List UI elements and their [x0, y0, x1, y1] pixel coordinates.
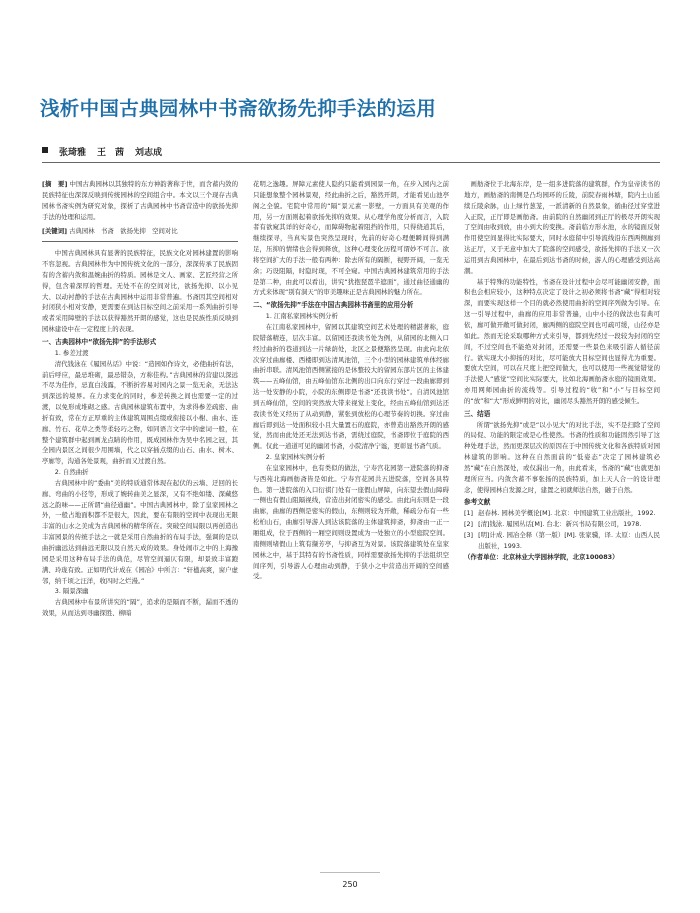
text-column-2: [253, 179, 449, 869]
section-heading: 二、“欲扬先抑”手法在中国古典园林书斋里的应用分析: [253, 301, 414, 310]
body-paragraph: 古典园林中布景所讲究的“隔”，追求的是隔而不断，漏而不透的效果，从而达到寻幽探胜、柳暗: [42, 598, 238, 618]
keywords: [42, 226, 238, 237]
subsection-heading: 3. 隔景深幽: [54, 587, 89, 596]
abstract-rule: [42, 241, 238, 242]
subsection-heading: 2. 皇家园林实例分析: [265, 453, 326, 462]
abstract-text: 中国古典园林以其独特的东方神韵著称于世，而含蓄内敛的民族特征也深深反映到传统园林的空间组合中。本文以三个现存古典园林书斋实例为研究对象，探析了古典园林中书斋营造中的欲扬先抑手法的处理和运用。: [42, 180, 238, 221]
subsection-heading: 1. 参差过渡: [54, 348, 89, 357]
page-number: 250: [342, 880, 358, 889]
body-paragraph: 中国古典园林具有显著的民族特征，民族文化对园林建置的影响不容忽视。古典园林作为中国传统文化的一部分，深深传承了民族固有的含蓄内敛和温婉曲折的特质。园林是文人、画家、艺匠经营之所得，包含着深厚的哲理。无处不在的空间对比，欲扬先抑、以小见大、以动衬静的手法在古典园林中运用非常普遍。书斋因其空间相对封闭狭小相对安静，更需要在到达目标空间之前采用一系列曲折引导或者采用障壁的手法以获得豁然开朗的感觉，这也是民族性质反映到园林建设中在一定程度上的表现。: [42, 249, 238, 334]
body-paragraph: 古典园林中的“委曲”美的特质通常体现在起伏的云墙、迂回的长廊、弯曲的小径等，形成了婉转曲美之显深，又有不绝如缕、深藏悠远之韵味——正所谓“曲径通幽”。中国古典园林中，除了皇家园林之外，一般占地面积都不是很大，因此，要在有限的空间中表现出无限丰富的山水之美成为古典园林的精华所在。突破空间局限以再创造出丰富园景的传统手法之一就是采用自然曲折的布局手法，强调的是以曲折幽远达到曲远无限以及自然天成的效果。身处闹市之中的上海豫园是采用这种布局手法的典范，尽管空间逼仄有限，却景致丰富跑满、玲珑有致。正如明代计成在《园冶》中所言：“轩楹高爽，窗户虚邻，纳千顷之汪洋，收四时之烂漫。”: [42, 478, 238, 585]
abstract-label: [摘 要]: [42, 180, 68, 188]
section-heading: 一、古典园林中“欲扬先抑”的手法形式: [42, 337, 157, 346]
body-paragraph: 在皇家园林中，也有类似的做法，宁寿宫花园第一进院落的抑斋与西苑北海画舫斋皆是如此。宁寿宫花园共五进院落，空间各具特色。第一进院落的入口衍祺门处有一座假山屏障，向东望去假山障碍一侧也有假山阻隔视线，营造出封闭密实的感受。由此向东则是一段曲廊，曲廊的西侧是密实的假山，东侧则较为开敞，稀疏分布有一些松柏山石，曲廊引导游人到达该院落的主体建筑抑斋，抑斋由一正一厢组成，位于西侧的一厢空间则设置成为一处独立的小型庭院空间。南侧则堵假山上筑有撷芳亭，与抑斋互为对景。该院落建筑处在皇家园林之中，基于其特有的书斋性质，同样需要欲扬先抑的手法组织空间序列，引导游人心理由动到静，于狭小之中营造出开阔的空间感受。: [253, 463, 449, 581]
article-title: 浅析中国古典园林中书斋欲扬先抑手法的运用: [40, 97, 437, 120]
author-name: 王 茜: [97, 148, 125, 158]
author-name: 张琦雅: [59, 148, 87, 158]
square-bullet-icon: [42, 147, 48, 153]
author-line: [42, 145, 162, 158]
header-rule: [42, 162, 660, 163]
author-affiliation: （作者单位：北京林业大学园林学院，北京100083）: [464, 552, 619, 561]
reference-number: [1]: [464, 509, 474, 518]
reference-item: [464, 519, 660, 530]
body-paragraph: 画舫斋位于北海东岸，是一组多进院落的建筑群，作为皇帝读书的地方，画舫斋的南侧是凸均园环的丘陵，前院春雨林塘，院内土山延续丘陵余脉，山上绿竹葱茏，一派清新的自然景象，循曲径过穿堂进入正院，正厅即是画舫斋。由前院的自然幽闭到正厅的极尽开朗实现了空间由收到放，由小到大的变换。斋前临方形水池，水的镜面反射作用使空间显得比实际要大，同时水庭留中引导流线沿东西两侧廊到达正厅，又于无意中加大了院落的空间感受，欲扬先抑的手法又一次运用到古典园林中，在最后到达书斋的时候，游人的心理感受到达高潮。: [464, 180, 660, 275]
reference-item: [464, 530, 660, 552]
section-heading: 参考文献: [464, 498, 491, 507]
body-paragraph: 所谓“欲扬先抑”或是“以小见大”的对比手法，实不是扫除了空间的局促、功能的限定或是心性使然。书斋的性质和功能固然引导了这种处理手法，然而更深层次的原因在于中国传统文化和各族特质对园林建筑的影响。这种在自然面前的“低姿态”决定了园林建筑必然“藏”在自然深处，或仅漏出一角，由此看来，书斋的“藏”也就更加理所应当。内敛含蓄不事张扬的民族特质，加上天人合一的设计理念，使得园林自发源之时，建置之初就师法自然，融于自然。: [464, 420, 660, 494]
subsection-heading: 1. 江南私家园林实例分析: [265, 312, 338, 321]
reference-number: [3]: [464, 531, 474, 539]
author-name: 刘志成: [135, 148, 163, 158]
column-1-body: [42, 248, 238, 619]
keywords-text: 古典园林 书斋 欲扬先抑 空间对比: [69, 227, 178, 236]
reference-item: [464, 508, 660, 519]
text-column-1: [42, 179, 238, 869]
reference-text: 赵春林. 园林美学概论[M]. 北京：中国建筑工业出版社，1992.: [478, 509, 656, 518]
body-paragraph: 在江南私家园林中，留园以其建筑空间艺术处理的精湛著称，庭院错落精连，层次丰富。以留园还我读书处为例，从留园的北侧入口经过曲折的巷道到达一片绿荫处，北区之景便豁然呈现。由此向北依次穿过曲廊楼、西楼即到达清风池馆，三个小型的园林建筑单体经廊曲折串联。清风池馆西侧紧接的是休整较大的留园东部片区的主体建筑——五峰仙馆，由五峰仙馆东北侧的出口向东行穿过一段曲廊即到达一处安静的小院，小院的东侧即是书斋“还我读书处”。自清风池馆到五峰仙馆，空间的突然放大带来视觉上变化，经由五峰仙馆到达还我读书处又经历了从动到静，紧张到放松的心理节奏的切换。穿过曲廊后即到达一处面积较小且大量置石的庭院，亦曾造出豁然开朗的感觉，然而由此处还无法到达书斋，需绕过庭院，书斋即位于庭院的西侧。仅此一道道可见的幽闭书斋，小院清净宁谧，更彰显书斋气质。: [253, 322, 449, 451]
body-paragraph: 清代钱泳在《履园丛话》中说：“造园如作诗文，必使曲折有法，前后呼应，最忌堆砌，最忌错杂，方称佳构。”古典园林的营建以深远不尽为佳作，忌直白浅露，不断折容易对园内之景一览无余，无法达到深远的境界。在力求变化的同时，参差转换之间也需要一定的过渡，以免形成堆砌之感。古典园林建筑布置中，为求得参差疏密、曲折有致，常在方正厚重的主体建筑周围点缀或衔接以小榭、曲水、连廊、竹石、花草之类等柔轻巧之物，如同语言文字中的虚词一般，在整个建筑群中起到画龙点睛的作用，既成园林作为吴中名园之冠，其全园内景区之间很少用围墙，代之以穿插点缀的山石、曲水、树木、亭廊等，沟通各处景观，曲折而又过渡自然。: [42, 359, 238, 466]
keywords-label: [关键词]: [42, 227, 68, 236]
subsection-heading: 2. 自然曲折: [54, 468, 89, 477]
reference-text: [明]计成. 园冶全释（第一版）[M]. 张家骥，译. 太原：山西人民出版社，1993.: [478, 531, 660, 550]
text-column-3: [464, 179, 660, 869]
body-paragraph: 花明之逸趣。屏障元素使人隐约只能看到园景一角，在步入园内之前只能想象整个园林景观，经此曲折之后，豁然开朗，才能看见山池亭阁之全貌。宅院中常用的“隔”景元素一影壁，一方面具有美观的作用，另一方面则起着欲扬先抑的效果。从心理学角度分析而言，入院者有欲窥其详的好奇心，而障碍物起着阻挡的作用，只得绕道其后，继续探寻，当真实景色突然呈现时，先前的好奇心理便瞬间得到满足，压抑的情绪也会得到释放，这种心理变化历程可谓妙不可言。欲将空间扩大的手法一般有两种：除去所有的隔断，视野开阔，一览无余；巧设阻隔，时隐时现，不可全窥。中国古典园林建筑常用的手法是第二种，由此可以看出，讲究“犹抱琵琶半遮面”，通过曲径通幽的方式来体现“别有洞天”的审美趣味正是古典园林的魅力所在。: [253, 180, 449, 297]
section-heading: 三、结语: [464, 409, 491, 418]
footer-rule: [320, 872, 380, 873]
abstract: [42, 179, 238, 222]
reference-text: [清]钱泳. 履园丛话[M]. 台北：新兴书局有限公司，1978.: [478, 520, 642, 529]
body-paragraph: 基于特殊的功能特性，书斋在设计过程中会尽可能幽闭安静，面积也会相应较小，这种特点决定了设计之初必须将书斋“藏”得相对较深，而要实现这样一个目的就必然使用曲折的空间序列做为引导。在这一引导过程中，曲廊的应用非常普遍，山中小径的做法也有典可依，廊可做开敞可做封闭，廊两侧的庭院空间也可疏可缓，山径亦是如此。然而无论采取哪种方式来引导，都到先经过一段较为封闭的空间，不过空间也不能绝对封闭，还需要一些景色来吸引游人循径前行。欲实现大小抑扬的对比，尽可能放大目标空间也显得尤为重要。要放大空间，可以在尺度上把空间做大，也可以使用一些视觉错觉的手法使人“感觉”空间比实际要大，比如北海画舫斋水庭的镜面效果。亦用网师园曲折的流线等。引导过程的“收”和“小”与目标空间的“放”和“大”形成鲜明的对比，幽闭尽头豁然开朗的感受倾生。: [464, 277, 660, 405]
reference-number: [2]: [464, 520, 474, 529]
